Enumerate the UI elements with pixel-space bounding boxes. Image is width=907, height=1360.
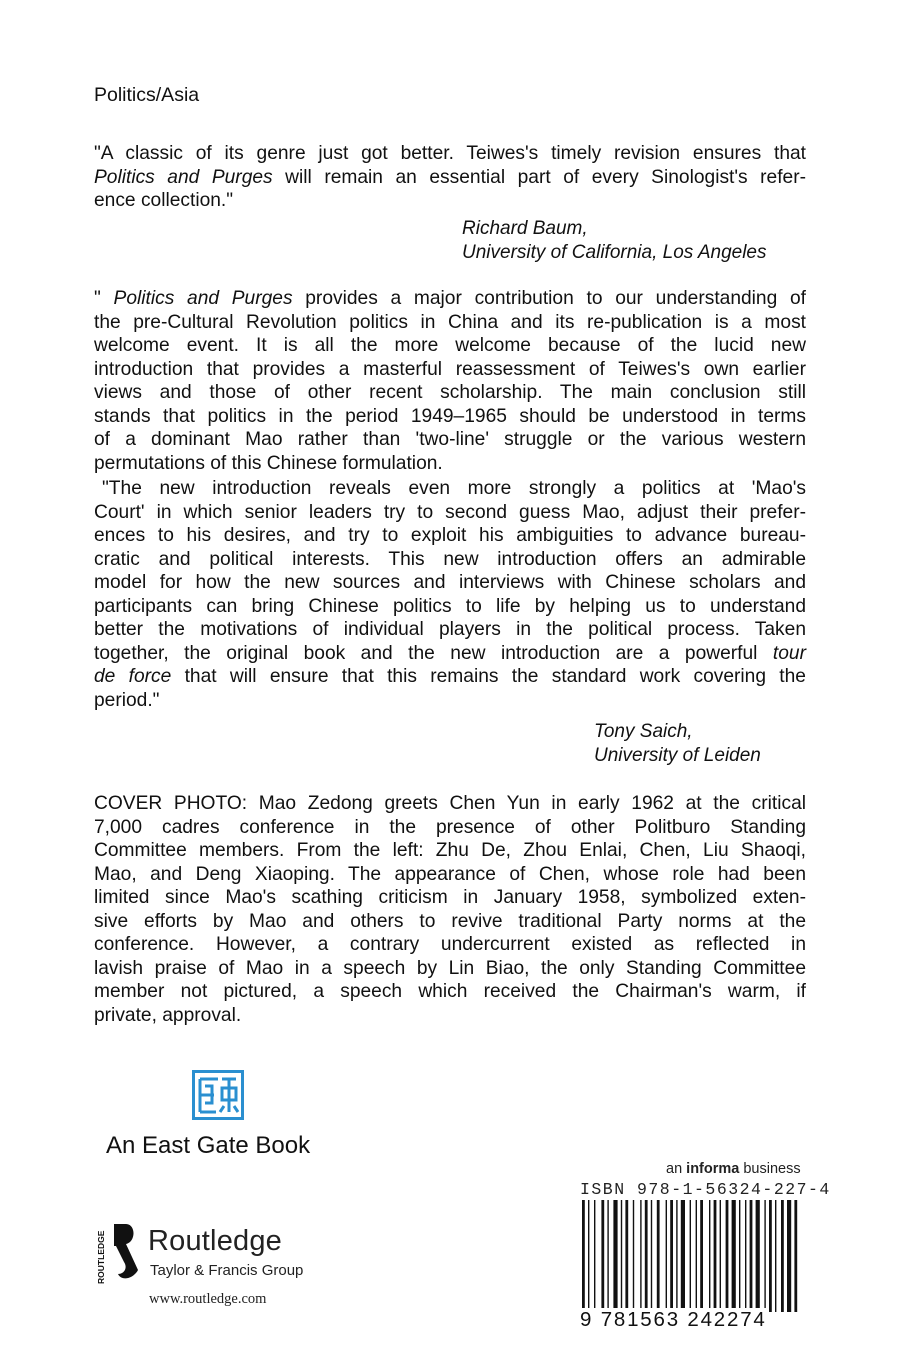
- author-name: Tony Saich,: [594, 721, 693, 742]
- text-line: Politics and Purges will remain an essential part of every Sinologist's refer-: [94, 166, 807, 188]
- isbn-label: ISBN 978-1-56324-227-4: [580, 1180, 831, 1199]
- barcode-bar: [657, 1200, 660, 1312]
- publisher-name: Routledge: [148, 1225, 283, 1257]
- text-line: views and those of other recent scholarship. The main conclusion still: [94, 382, 806, 403]
- barcode-bar: [601, 1200, 604, 1312]
- cover-photo-caption: [94, 792, 806, 1027]
- text-line: private, approval.: [94, 1004, 242, 1026]
- barcode-bar: [588, 1200, 589, 1312]
- publisher-group: Taylor & Francis Group: [150, 1262, 304, 1279]
- attribution-baum: [462, 217, 767, 264]
- quote-saich-paragraph-1: [94, 287, 806, 475]
- barcode-bar: [787, 1200, 791, 1312]
- barcode-bar: [794, 1200, 797, 1312]
- barcode-bar: [640, 1200, 641, 1312]
- barcode-bar: [625, 1200, 628, 1312]
- text-line: ences to his desires, and try to exploit his ambiguities to advance bureau-: [94, 525, 806, 546]
- barcode-bar: [666, 1200, 667, 1312]
- barcode-bar: [582, 1200, 585, 1312]
- text-line: cratic and political interests. This new introduction offers an admirable: [94, 548, 806, 570]
- barcode-bar: [645, 1200, 648, 1312]
- text-line: "A classic of its genre just got better. Teiwes's timely revision ensures that: [94, 143, 806, 164]
- barcode-bar: [769, 1200, 772, 1312]
- text-line: participants can bring Chinese politics to life by helping us to understand: [94, 595, 806, 617]
- barcode-bar: [651, 1200, 652, 1312]
- text-line: Mao, and Deng Xiaoping. The appearance of Chen, whose role had been: [94, 863, 806, 885]
- barcode-bar: [700, 1200, 703, 1312]
- author-affiliation: University of Leiden: [594, 744, 761, 766]
- text-line: COVER PHOTO: Mao Zedong greets Chen Yun in early 1962 at the critical: [94, 793, 806, 814]
- barcode-bar: [739, 1200, 740, 1312]
- text-line: 7,000 cadres conference in the presence of other Politburo Standing: [94, 816, 806, 838]
- quote-baum: [94, 142, 806, 213]
- barcode-bar: [750, 1200, 753, 1312]
- informa-business-label: an informa business: [666, 1161, 801, 1177]
- text-line: de force that will ensure that this remains the standard work covering the: [94, 666, 806, 687]
- text-line: member not pictured, a speech which received the Chairman's warm, if: [94, 981, 806, 1002]
- routledge-logo-icon: [94, 1222, 138, 1286]
- text-line: Committee members. From the left: Zhu De, Zhou Enlai, Chen, Liu Shaoqi,: [94, 840, 806, 861]
- text-line: the pre-Cultural Revolution politics in China and its re-publication is a most: [94, 311, 806, 333]
- barcode-bar: [681, 1200, 685, 1312]
- barcode-bar: [709, 1200, 710, 1312]
- barcode-bar: [775, 1200, 776, 1312]
- text-line: together, the original book and the new introduction are a powerful tour: [94, 642, 806, 664]
- text-line: limited since Mao's scathing criticism in January 1958, symbolized exten-: [94, 887, 806, 908]
- text-line: permutations of this Chinese formulation.: [94, 452, 443, 474]
- text-line: conference. However, a contrary undercurrent existed as reflected in: [94, 934, 806, 955]
- barcode-bar: [756, 1200, 760, 1312]
- barcode-number: 9 781563 242274: [580, 1308, 767, 1331]
- barcode-bar: [633, 1200, 634, 1312]
- routledge-vertical-mark: ROUTLEDGE: [96, 1230, 106, 1284]
- barcode-bar: [670, 1200, 673, 1312]
- text-line: Court' in which senior leaders try to second guess Mao, adjust their prefer-: [94, 501, 806, 523]
- text-line: sive efforts by Mao and others to revive traditional Party norms at the: [94, 910, 806, 932]
- text-line: welcome event. It is all the more welcome because of the lucid new: [94, 335, 806, 356]
- barcode-bar: [714, 1200, 717, 1312]
- category-label: Politics/Asia: [94, 84, 200, 106]
- text-line: stands that politics in the period 1949–1965 should be understood in terms: [94, 405, 806, 427]
- quote-saich-paragraph-2: [94, 477, 806, 712]
- barcode-bar: [690, 1200, 691, 1312]
- barcode-bar: [676, 1200, 677, 1312]
- author-affiliation: University of California, Los Angeles: [462, 241, 767, 263]
- publisher-url: www.routledge.com: [149, 1291, 267, 1307]
- text-line: lavish praise of Mao in a speech by Lin Biao, the only Standing Committee: [94, 957, 806, 979]
- text-line: model for how the new sources and interviews with Chinese scholars and: [94, 572, 806, 593]
- text-line: period.": [94, 689, 160, 711]
- text-line: introduction that provides a masterful reassessment of Teiwes's own earlier: [94, 358, 806, 380]
- barcode-bar: [720, 1200, 721, 1312]
- east-gate-logo-icon: [192, 1070, 244, 1120]
- barcode-bar: [764, 1200, 765, 1312]
- author-name: Richard Baum,: [462, 218, 588, 239]
- text-line: " Politics and Purges provides a major contribution to our understanding of: [94, 288, 806, 309]
- attribution-saich: [594, 720, 761, 767]
- text-line: "The new introduction reveals even more strongly a politics at 'Mao's: [102, 478, 806, 499]
- barcode-bar: [594, 1200, 595, 1312]
- barcode-bar: [607, 1200, 608, 1312]
- barcode-bar: [696, 1200, 697, 1312]
- barcode-bar: [745, 1200, 746, 1312]
- barcode-bar: [726, 1200, 729, 1312]
- barcode-bar: [781, 1200, 784, 1312]
- text-line: ence collection.": [94, 190, 234, 211]
- east-gate-book-label: An East Gate Book: [106, 1132, 311, 1159]
- text-line: of a dominant Mao rather than 'two-line' struggle or the various western: [94, 429, 806, 450]
- barcode-bar: [621, 1200, 622, 1312]
- text-line: better the motivations of individual players in the political process. Taken: [94, 619, 806, 640]
- barcode-bar: [732, 1200, 736, 1312]
- barcode-bar: [613, 1200, 617, 1312]
